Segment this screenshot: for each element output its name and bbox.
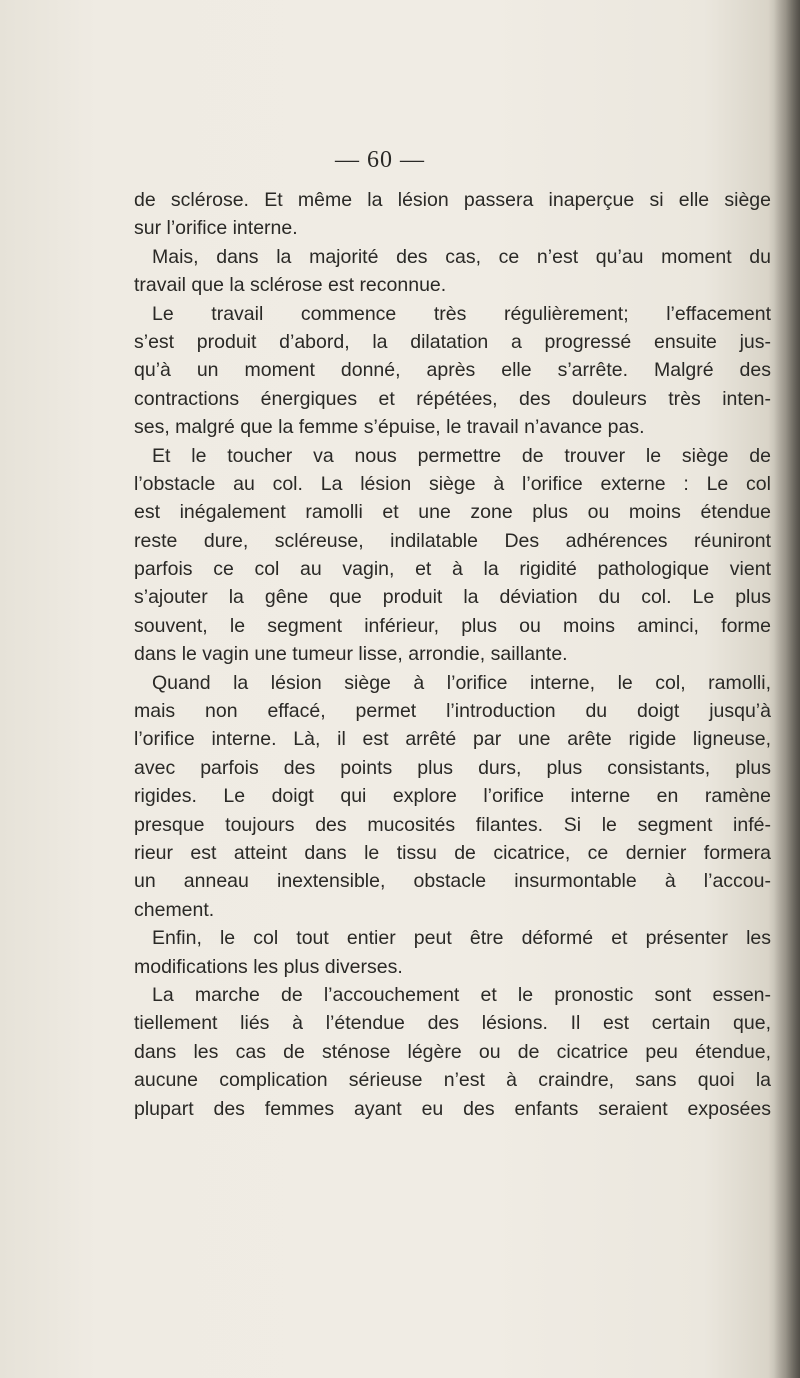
text-line: l’obstacle au col. La lésion siège à l’orifice externe : Le col (134, 472, 771, 495)
text-line: modifications les plus diverses. (134, 955, 403, 978)
text-line: mais non effacé, permet l’introduction du doigt jusqu’à (134, 700, 771, 723)
text-line: La marche de l’accouchement et le pronostic sont essen- (152, 983, 771, 1006)
text-line: de sclérose. Et même la lésion passera inaperçue si elle siège (134, 189, 771, 211)
text-line: plupart des femmes ayant eu des enfants seraient exposées (134, 1097, 771, 1120)
text-line: est inégalement ramolli et une zone plus ou moins étendue (134, 501, 771, 524)
text-line: avec parfois des points plus durs, plus consistants, plus (134, 756, 771, 779)
text-line: aucune complication sérieuse n’est à craindre, sans quoi la (134, 1069, 771, 1092)
text-line: souvent, le segment inférieur, plus ou moins aminci, forme (134, 614, 771, 637)
text-line: qu’à un moment donné, après elle s’arrête. Malgré des (134, 359, 771, 382)
text-line: l’orifice interne. Là, il est arrêté par une arête rigide ligneuse, (134, 728, 771, 751)
text-line: Le travail commence très régulièrement; l’effacement (152, 302, 771, 325)
text-line: contractions énergiques et répétées, des douleurs très inten- (134, 387, 771, 410)
text-line: rigides. Le doigt qui explore l’orifice interne en ramène (134, 785, 771, 808)
text-line: presque toujours des mucosités filantes. Si le segment infé- (134, 813, 771, 836)
text-line: ses, malgré que la femme s’épuise, le travail n’avance pas. (134, 416, 645, 439)
text-line: rieur est atteint dans le tissu de cicatrice, ce dernier formera (134, 841, 771, 864)
text-line: sur l’orifice interne. (134, 217, 298, 240)
text-line: Enfin, le col tout entier peut être déformé et présenter les (152, 927, 771, 950)
page-binding-shadow (774, 0, 800, 1378)
text-line: dans le vagin une tumeur lisse, arrondie, saillante. (134, 643, 568, 666)
text-line: un anneau inextensible, obstacle insurmontable à l’accou- (134, 870, 771, 893)
text-line: chement. (134, 898, 215, 921)
text-line: Quand la lésion siège à l’orifice interne, le col, ramolli, (152, 671, 771, 694)
text-line: travail que la sclérose est reconnue. (134, 274, 447, 297)
text-line: Et le toucher va nous permettre de trouver le siège de (152, 444, 771, 467)
text-line: s’est produit d’abord, la dilatation a progressé ensuite jus- (134, 330, 771, 353)
text-line: reste dure, scléreuse, indilatable Des adhérences réuniront (134, 529, 771, 552)
page-number: — 60 — (335, 147, 425, 173)
text-line: Mais, dans la majorité des cas, ce n’est qu’au moment du (152, 245, 771, 268)
body-text (134, 186, 771, 1123)
text-line: s’ajouter la gêne que produit la déviation du col. Le plus (134, 586, 771, 609)
text-line: tiellement liés à l’étendue des lésions. Il est certain que, (134, 1012, 771, 1035)
text-line: parfois ce col au vagin, et à la rigidité pathologique vient (134, 558, 771, 581)
text-line: dans les cas de sténose légère ou de cicatrice peu étendue, (134, 1040, 771, 1063)
